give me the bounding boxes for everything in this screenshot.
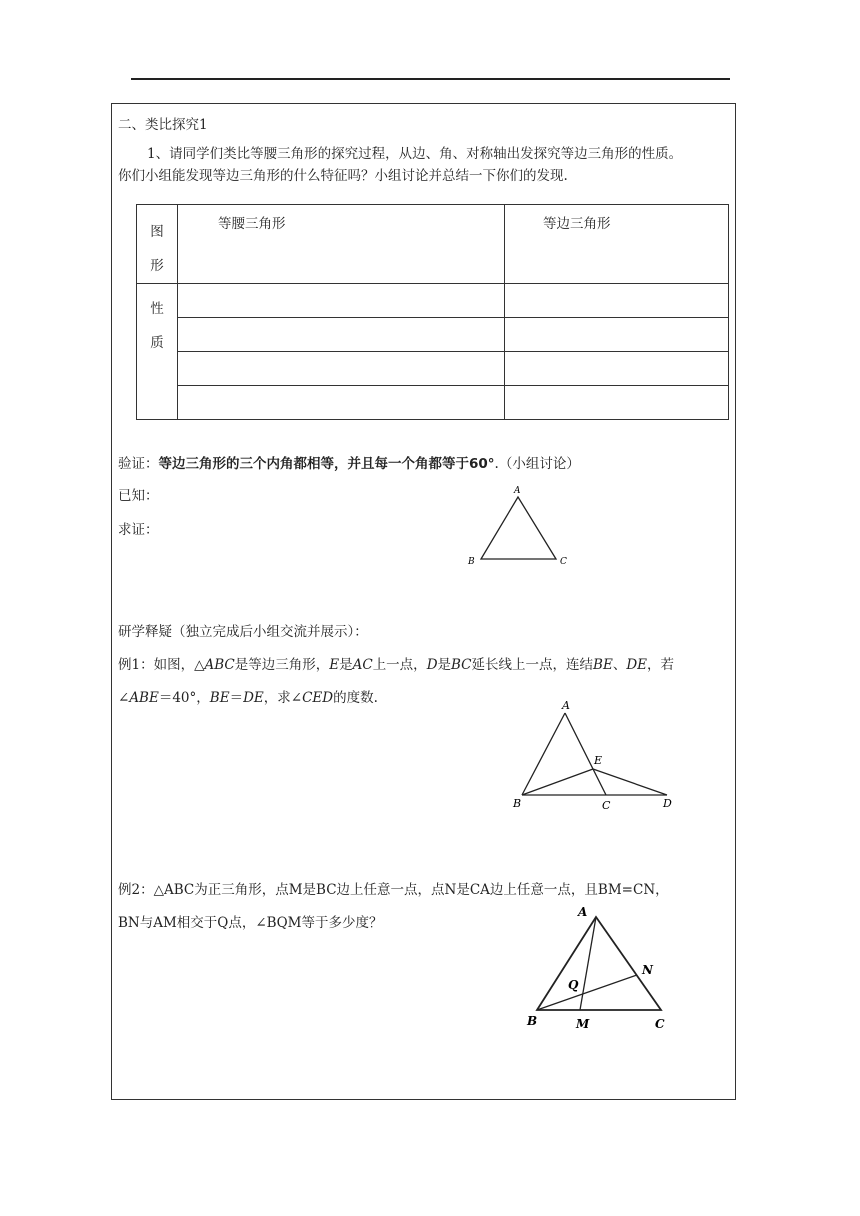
label-a: A — [578, 905, 588, 919]
figure-example1 — [505, 697, 685, 815]
research-heading: 研学释疑（独立完成后小组交流并展示）： — [118, 624, 368, 640]
header-equilateral: 等边三角形 — [505, 205, 729, 284]
table-cell — [178, 352, 505, 386]
triangle-abc — [481, 497, 556, 559]
text: CED — [302, 690, 334, 706]
example2-line2: BN与AM相交于Q点，∠BQM等于多少度？ — [118, 915, 383, 931]
segment-bn — [537, 975, 637, 1010]
table-cell — [178, 318, 505, 352]
label-b: B — [513, 797, 522, 810]
text: 、 — [612, 657, 627, 673]
given-label: 已知： — [118, 488, 159, 504]
row-label-properties-b: 质 — [150, 335, 164, 351]
text: E — [329, 657, 340, 673]
label-b: B — [527, 1014, 538, 1028]
text: D — [426, 657, 438, 673]
text: DE — [243, 690, 264, 706]
row-label-figure-a: 图 — [150, 224, 164, 240]
text: ＝40°， — [158, 690, 210, 706]
table-cell — [505, 352, 729, 386]
header-rule — [131, 78, 730, 80]
figure-equilateral-triangle — [460, 482, 580, 570]
text: ，求∠ — [263, 690, 303, 706]
text: 例1：如图，△ — [118, 657, 205, 673]
text: AC — [352, 657, 373, 673]
row-label-figure-b: 形 — [150, 258, 164, 274]
table-cell — [178, 284, 505, 318]
text: 是等边三角形， — [234, 657, 330, 673]
intro-line-2: 你们小组能发现等边三角形的什么特征吗？小组讨论并总结一下你们的发现. — [118, 168, 568, 184]
label-c: C — [655, 1017, 665, 1031]
text: DE — [626, 657, 647, 673]
figure-example2 — [520, 904, 680, 1034]
text: 是 — [437, 657, 452, 673]
row-label-properties — [137, 284, 178, 420]
verify-suffix: .（小组讨论） — [494, 456, 580, 472]
example2-line1: 例2：△ABC为正三角形，点M是BC边上任意一点，点N是CA边上任意一点，且BM=CN， — [118, 882, 669, 898]
text: 上一点， — [372, 657, 427, 673]
text: 是 — [339, 657, 353, 673]
label-m: M — [576, 1017, 590, 1031]
example1-line2 — [118, 689, 378, 707]
label-b: B — [468, 557, 475, 567]
table-cell — [505, 386, 729, 420]
text: BC — [451, 657, 472, 673]
text: ＝ — [229, 690, 244, 706]
label-q: Q — [568, 978, 579, 992]
label-d: D — [663, 797, 672, 810]
text: 延长线上一点，连结 — [471, 657, 594, 673]
text: BE — [593, 657, 613, 673]
verify-line — [118, 455, 580, 473]
row-label-properties-a: 性 — [150, 301, 164, 317]
example1-line1 — [118, 656, 674, 674]
header-isosceles: 等腰三角形 — [178, 205, 505, 284]
row-label-figure — [137, 205, 178, 284]
label-n: N — [642, 963, 653, 977]
table-cell — [178, 386, 505, 420]
label-c: C — [560, 557, 567, 567]
label-a: A — [562, 699, 570, 712]
segment-ab — [522, 713, 565, 795]
label-e: E — [594, 754, 603, 767]
text: BE — [209, 690, 230, 706]
verify-prefix: 验证： — [118, 456, 159, 472]
text: ∠ — [118, 690, 130, 706]
section-title: 二、类比探究1 — [118, 117, 208, 133]
text: ，若 — [647, 657, 674, 673]
text: 的度数. — [333, 690, 378, 706]
text: ABC — [204, 657, 235, 673]
label-c: C — [602, 799, 611, 812]
intro-line-1: 1、请同学们类比等腰三角形的探究过程，从边、角、对称轴出发探究等边三角形的性质。 — [147, 146, 683, 162]
prove-label: 求证： — [118, 522, 159, 538]
table-cell — [505, 284, 729, 318]
verify-statement: 等边三角形的三个内角都相等，并且每一个角都等于60° — [158, 456, 495, 472]
table-cell — [505, 318, 729, 352]
segment-be — [522, 769, 593, 795]
label-a: A — [514, 486, 521, 496]
text: ABE — [129, 690, 159, 706]
comparison-table — [136, 204, 729, 420]
